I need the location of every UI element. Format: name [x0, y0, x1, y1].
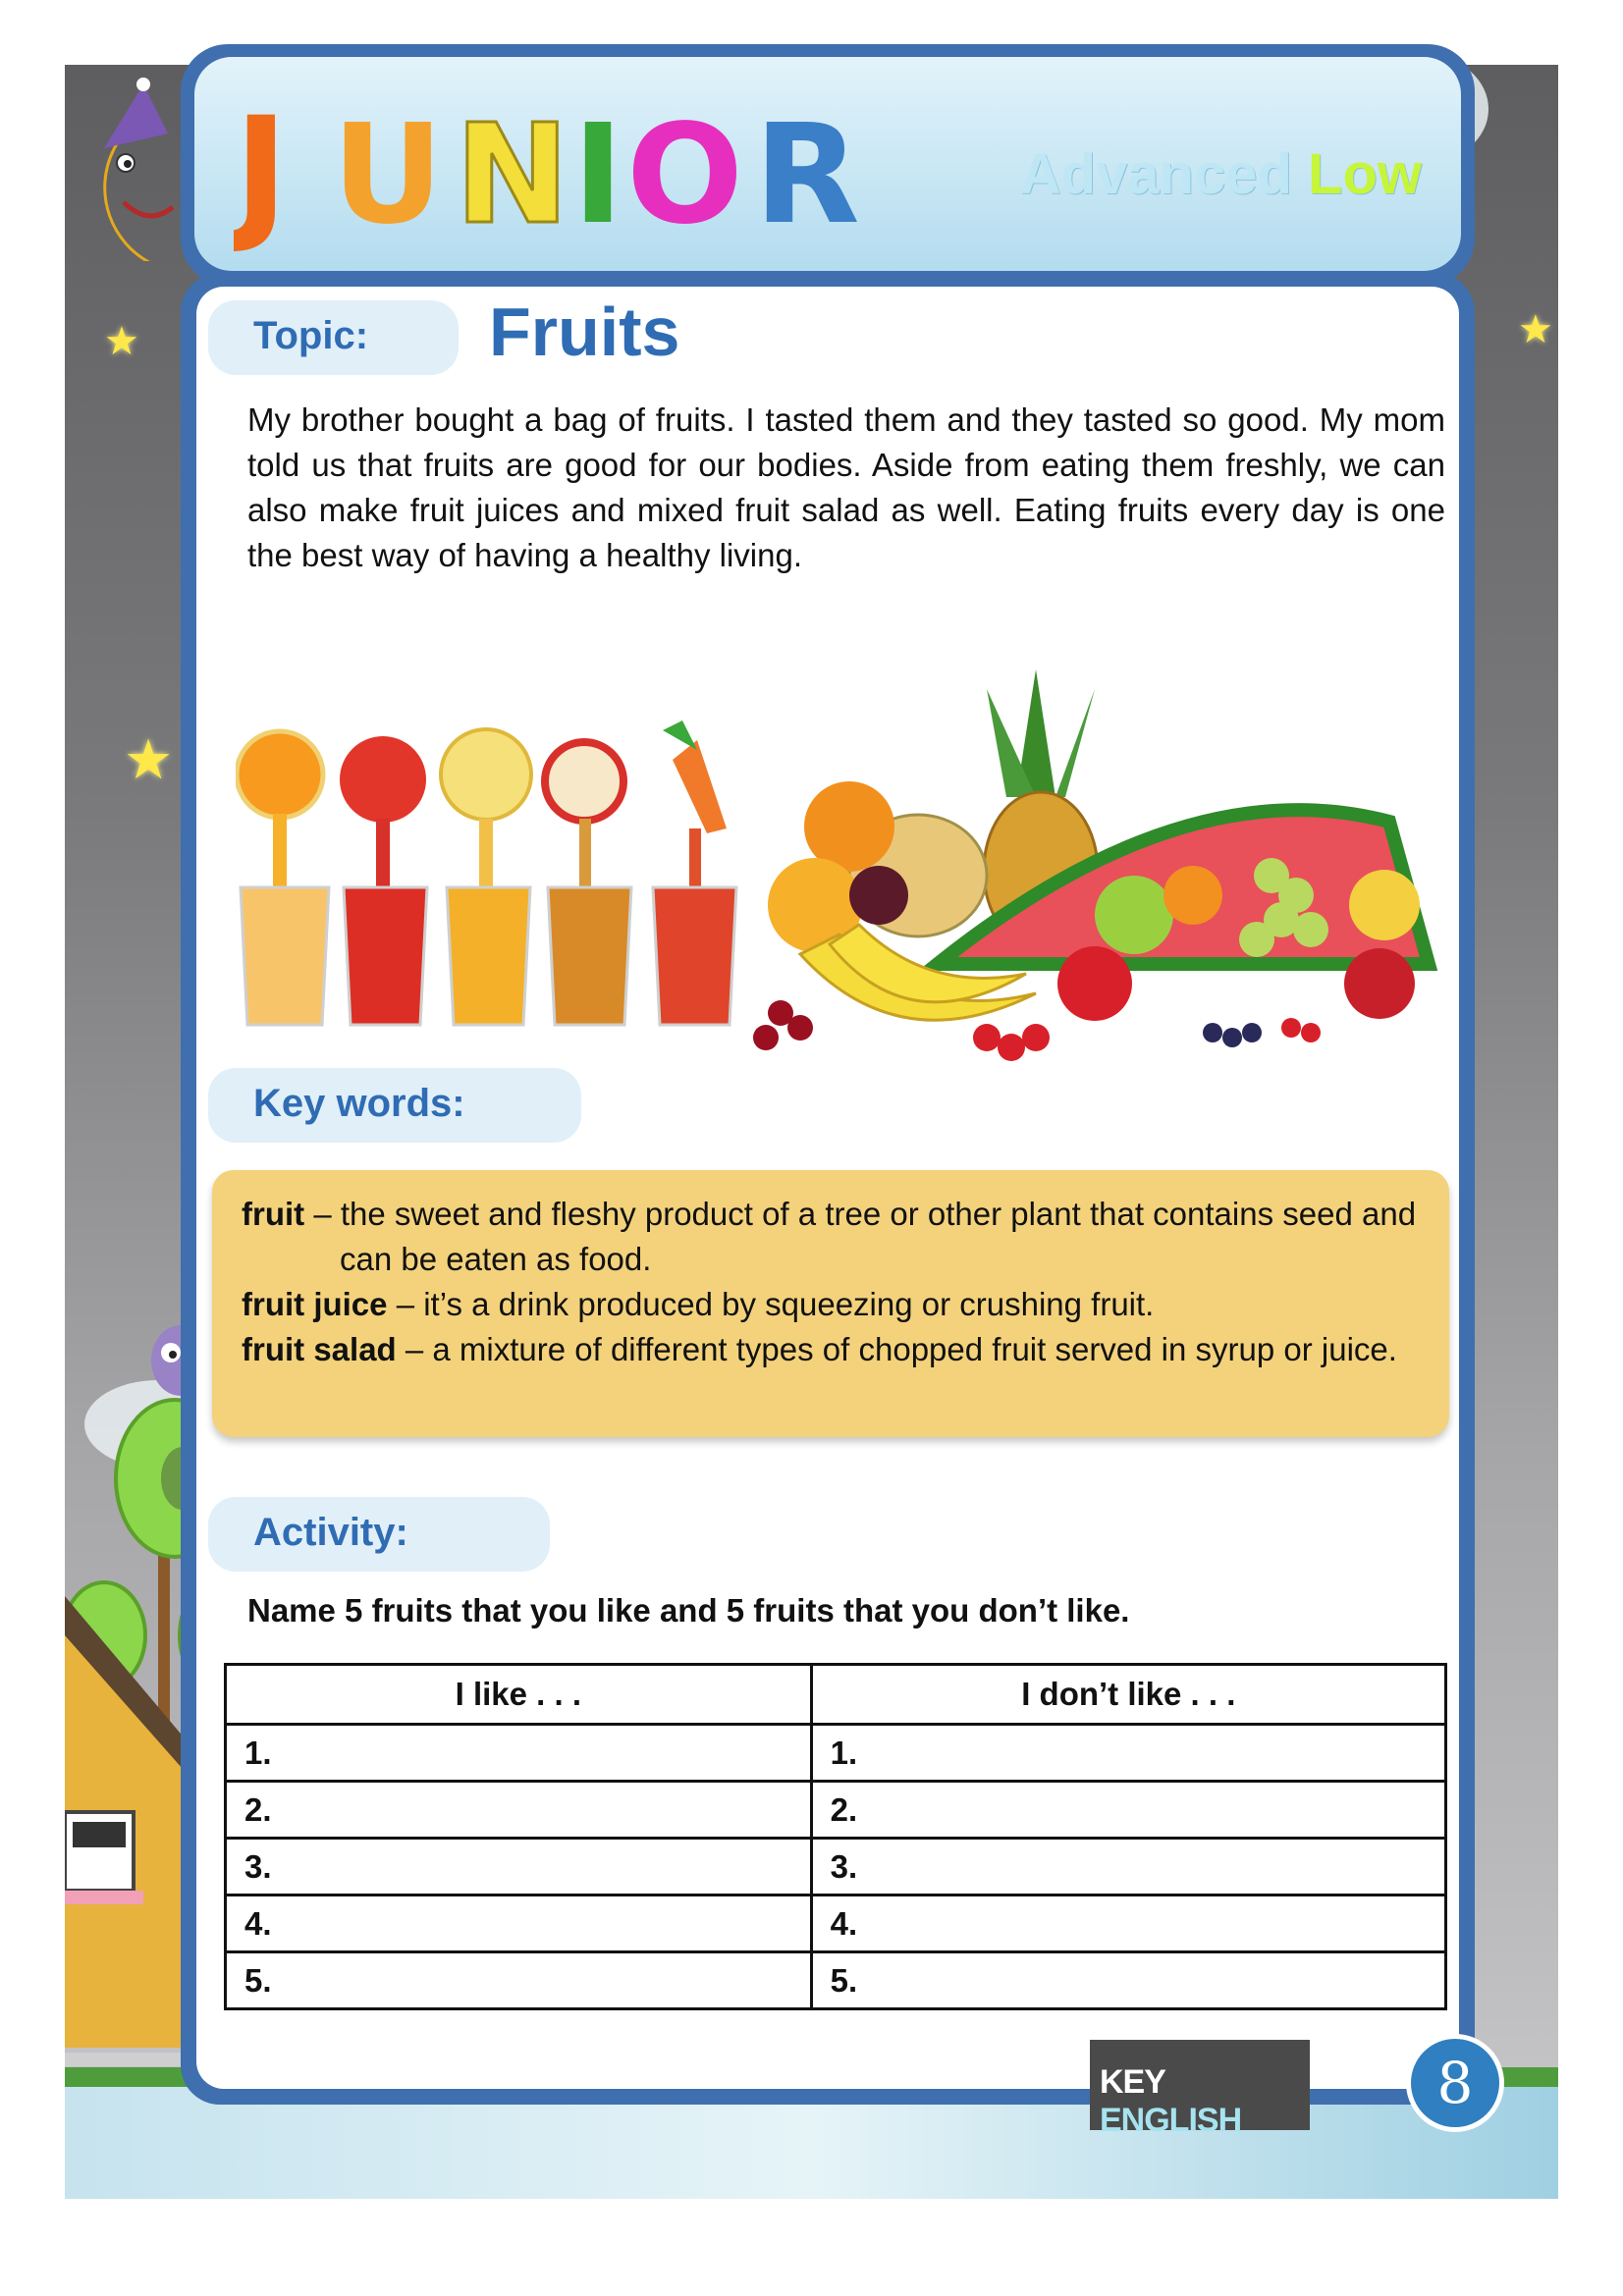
fruit-pile-illustration — [741, 650, 1443, 1072]
brand-part-2: ENGLISH — [1100, 2102, 1242, 2139]
keyword-term: fruit salad — [242, 1331, 397, 1367]
topic-title: Fruits — [489, 294, 680, 370]
svg-text:N: N — [455, 95, 570, 255]
keyword-entry-fruit — [242, 1192, 1420, 1282]
like-answer-cell[interactable]: 2. — [226, 1782, 812, 1839]
keyword-entry-fruit-salad — [242, 1327, 1420, 1372]
header — [194, 57, 1461, 271]
like-answer-cell[interactable]: 5. — [226, 1952, 812, 2009]
column-header-dont-like: I don’t like . . . — [811, 1665, 1445, 1725]
topic-label: Topic: — [208, 300, 459, 375]
activity-table — [224, 1663, 1447, 2010]
column-header-like: I like . . . — [226, 1665, 812, 1725]
intro-paragraph: My brother bought a bag of fruits. I tasted them and they tasted so good. My mom told us that fruits are good for our bodies. Aside from eating them freshly, we can also make fruit juices and mixed fruit salad as well. Eating fruits every day is one the best way of having a healthy living. — [247, 401, 1445, 573]
svg-text:I: I — [572, 95, 624, 255]
table-row — [226, 1725, 1446, 1782]
like-answer-cell[interactable]: 1. — [226, 1725, 812, 1782]
level-part-2: Low — [1308, 142, 1422, 206]
keyword-definition: – it’s a drink produced by squeezing or crushing fruit. — [387, 1286, 1155, 1322]
keyword-term: fruit — [242, 1196, 305, 1232]
activity-instruction: Name 5 fruits that you like and 5 fruits that you don’t like. — [247, 1592, 1130, 1629]
brand-part-1: KEY — [1100, 2063, 1165, 2101]
brand-name — [1100, 2063, 1300, 2140]
dont-like-answer-cell[interactable]: 4. — [811, 1896, 1445, 1952]
svg-text:J: J — [234, 86, 289, 257]
level-part-1: Advanced — [1019, 142, 1292, 206]
table-row — [226, 1839, 1446, 1896]
star-icon: ★ — [124, 728, 174, 790]
keywords-label: Key words: — [208, 1068, 581, 1143]
dont-like-answer-cell[interactable]: 5. — [811, 1952, 1445, 2009]
activity-label: Activity: — [208, 1497, 550, 1572]
keyword-entry-fruit-juice — [242, 1282, 1420, 1327]
svg-text:R: R — [754, 95, 860, 255]
table-header-row — [226, 1665, 1446, 1725]
keyword-definition: – the sweet and fleshy product of a tree or other plant that contains seed and can be eaten as food. — [304, 1196, 1417, 1277]
keyword-definition: – a mixture of different types of chopped fruit served in syrup or juice. — [396, 1331, 1397, 1367]
svg-text:O: O — [626, 95, 744, 255]
dont-like-answer-cell[interactable]: 2. — [811, 1782, 1445, 1839]
key-english-brand-logo — [1090, 2040, 1310, 2139]
junior-logo — [234, 75, 862, 261]
keywords-box — [212, 1170, 1449, 1437]
dont-like-answer-cell[interactable]: 1. — [811, 1725, 1445, 1782]
table-row — [226, 1896, 1446, 1952]
table-row — [226, 1782, 1446, 1839]
like-answer-cell[interactable]: 3. — [226, 1839, 812, 1896]
page-number: 8 — [1406, 2034, 1504, 2132]
svg-text:U: U — [332, 95, 444, 255]
table-row — [226, 1952, 1446, 2009]
star-icon: ★ — [1518, 308, 1553, 351]
fruit-juice-glasses-illustration — [236, 721, 756, 1035]
level-label — [1020, 141, 1422, 207]
dont-like-answer-cell[interactable]: 3. — [811, 1839, 1445, 1896]
content-panel — [196, 287, 1459, 2089]
keyword-term: fruit juice — [242, 1286, 388, 1322]
like-answer-cell[interactable]: 4. — [226, 1896, 812, 1952]
star-icon: ★ — [104, 320, 139, 363]
